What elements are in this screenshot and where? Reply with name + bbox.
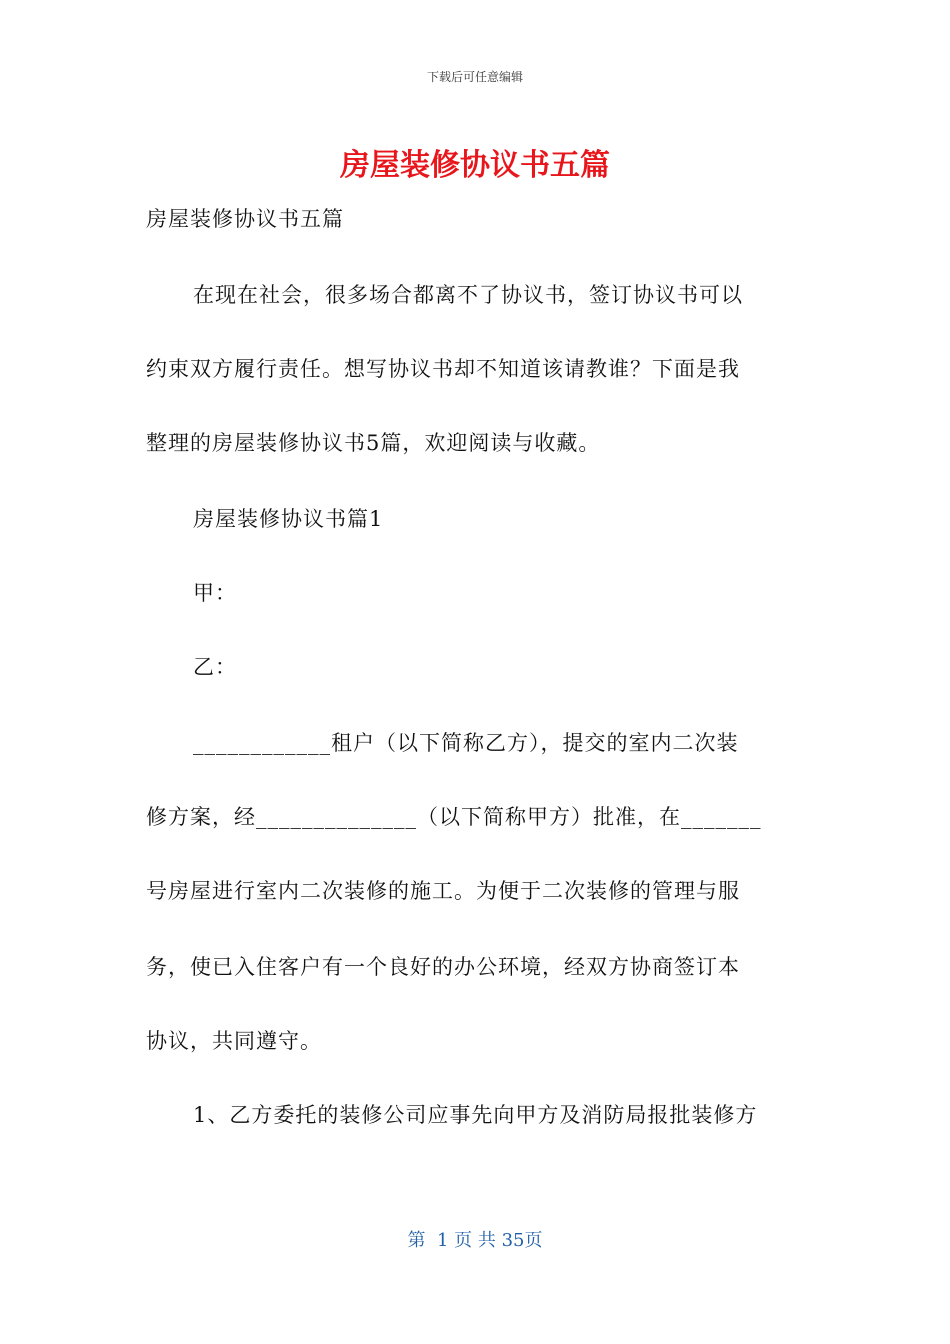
paragraph-line: 1、乙方委托的装修公司应事先向甲方及消防局报批装修方 — [193, 1103, 758, 1127]
page-number: 第 1 页 共 35页 — [407, 1230, 543, 1251]
paragraph-line: 在现在社会，很多场合都离不了协议书，签订协议书可以 — [193, 283, 743, 307]
paragraph-line: 号房屋进行室内二次装修的施工。为便于二次装修的管理与服 — [146, 879, 740, 903]
paragraph-line: 协议，共同遵守。 — [146, 1029, 322, 1053]
party-a-label: 甲： — [193, 581, 237, 605]
document-title: 房屋装修协议书五篇 — [340, 148, 610, 183]
header-note: 下载后可任意编辑 — [426, 70, 523, 84]
paragraph-line: 务，使已入住客户有一个良好的办公环境，经双方协商签订本 — [146, 955, 740, 979]
paragraph-line: 修方案，经______________（以下简称甲方）批准，在_______ — [146, 805, 762, 829]
party-b-label: 乙： — [193, 655, 237, 679]
subtitle-line: 房屋装修协议书五篇 — [146, 207, 344, 231]
paragraph-line: 整理的房屋装修协议书5篇，欢迎阅读与收藏。 — [146, 431, 601, 455]
paragraph-line: 约束双方履行责任。想写协议书却不知道该请教谁？下面是我 — [146, 357, 740, 381]
section-heading: 房屋装修协议书篇1 — [193, 507, 384, 531]
paragraph-line: ____________租户（以下简称乙方），提交的室内二次装 — [193, 731, 739, 755]
